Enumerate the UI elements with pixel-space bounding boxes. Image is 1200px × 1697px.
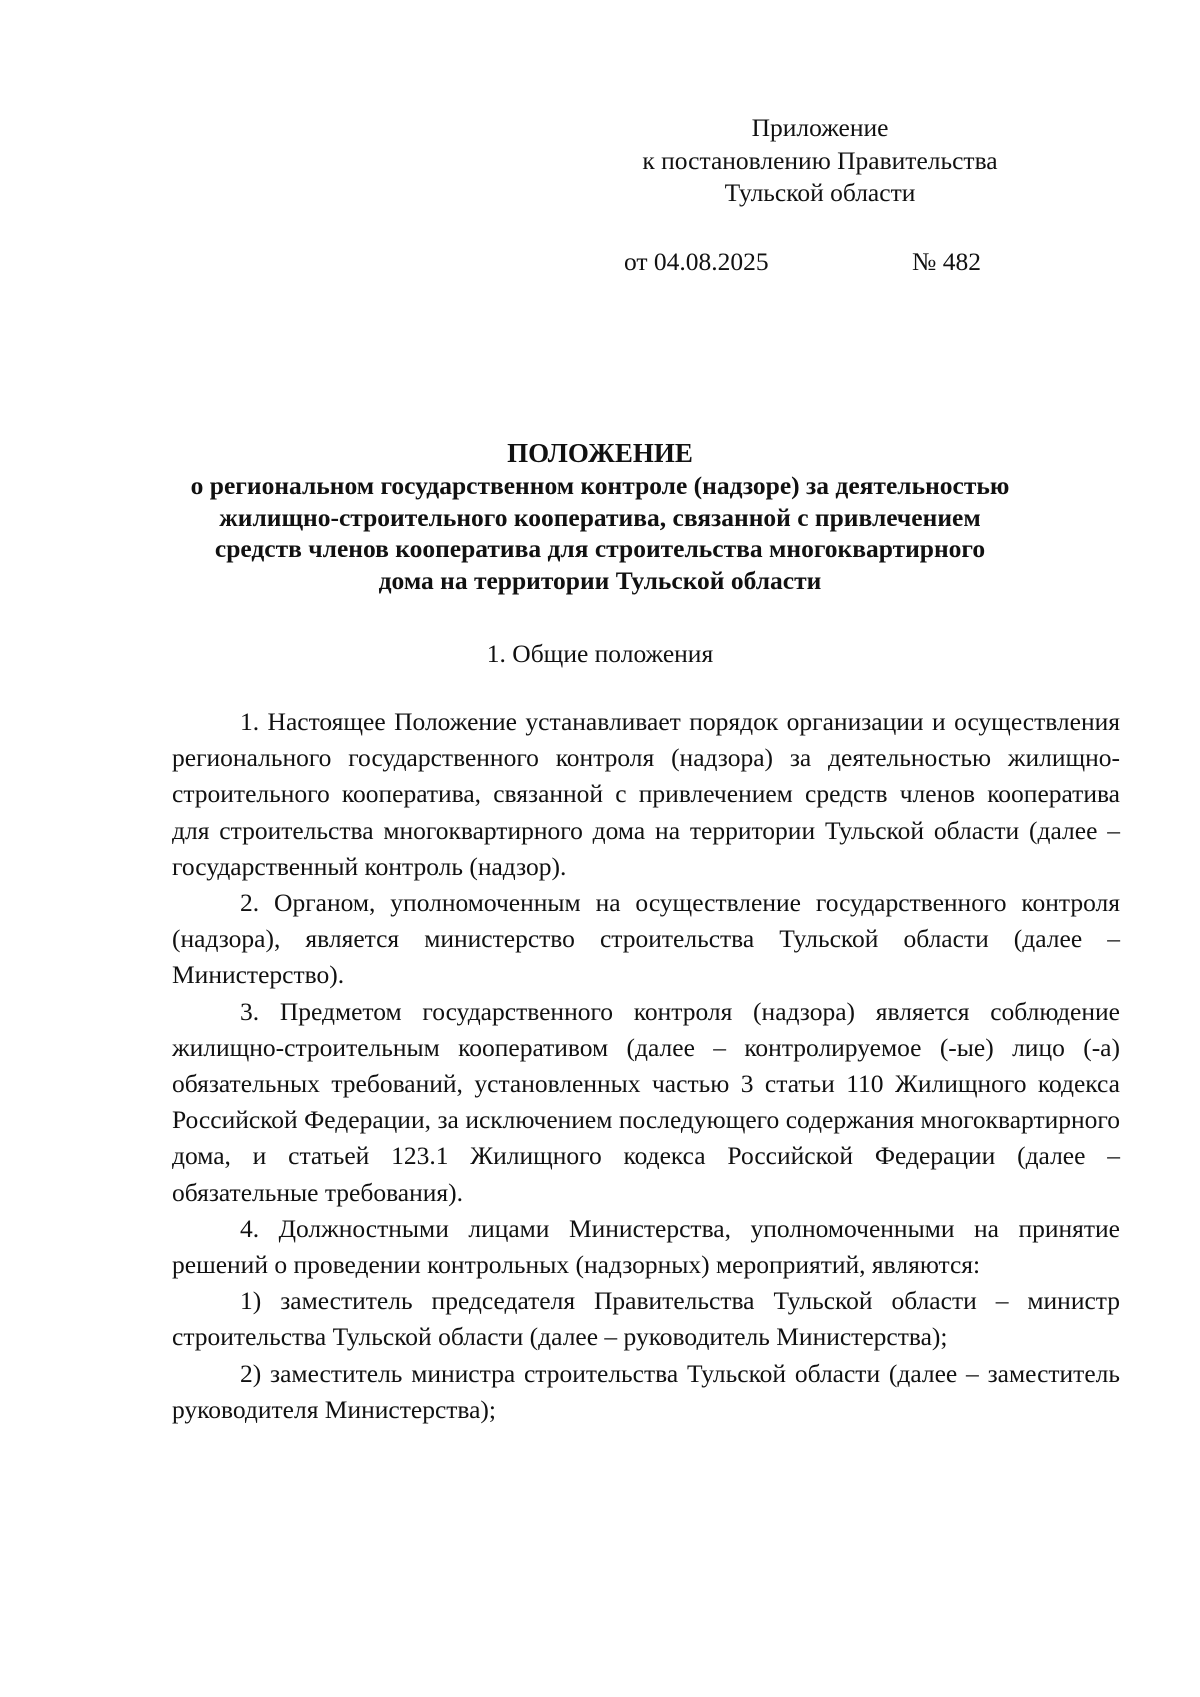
paragraph: 2) заместитель министра строительства Тульской области (далее – заместитель руководителя Министерства); xyxy=(172,1358,1120,1424)
appendix-line-1: Приложение xyxy=(751,113,889,142)
document-body xyxy=(172,704,1120,1428)
paragraph: 2. Органом, уполномоченным на осуществление государственного контроля (надзора), является министерство строительства Тульской области (далее – Министерство). xyxy=(172,888,1120,990)
subtitle-line: средств членов кооператива для строительства многоквартирного xyxy=(214,534,986,563)
document-subtitle xyxy=(150,470,1050,596)
paragraph: 1. Настоящее Положение устанавливает порядок организации и осуществления регионального государственного контроля (надзора) за деятельностью жилищно-строительного кооператива, связанной с привлечением средств членов кооператива для строительства многоквартирного дома на территории Тульской области (далее – государственный контроль (надзор). xyxy=(172,707,1120,881)
subtitle-line: о региональном государственном контроле (надзоре) за деятельностью xyxy=(190,471,1010,500)
document-title-block xyxy=(150,437,1050,596)
appendix-line-2: к постановлению Правительства xyxy=(642,145,998,175)
appendix-line-3: Тульской области xyxy=(724,178,916,207)
subtitle-line: дома на территории Тульской области xyxy=(378,565,822,595)
subtitle-line: жилищно-строительного кооператива, связанной с привлечением xyxy=(219,502,981,532)
section-heading: 1. Общие положения xyxy=(486,639,714,668)
resolution-date: от 04.08.2025 xyxy=(624,247,769,276)
resolution-number: № 482 xyxy=(912,247,981,276)
appendix-header xyxy=(600,112,1040,210)
paragraph: 4. Должностными лицами Министерства, уполномоченными на принятие решений о проведении контрольных (надзорных) мероприятий, являются: xyxy=(172,1213,1120,1280)
paragraph: 3. Предметом государственного контроля (надзора) является соблюдение жилищно-строительным кооперативом (далее – контролируемое (-ые) лицо (-а) обязательных требований, установленных частью 3 статьи 110 Жилищного кодекса Российской Федерации, за исключением последующего содержания многоквартирного дома, и статьей 123.1 Жилищного кодекса Российской Федерации (далее – обязательные требования). xyxy=(172,996,1120,1207)
paragraph: 1) заместитель председателя Правительства Тульской области – министр строительства Тульской области (далее – руководитель Министерства); xyxy=(172,1286,1120,1352)
document-title: ПОЛОЖЕНИЕ xyxy=(507,438,693,468)
